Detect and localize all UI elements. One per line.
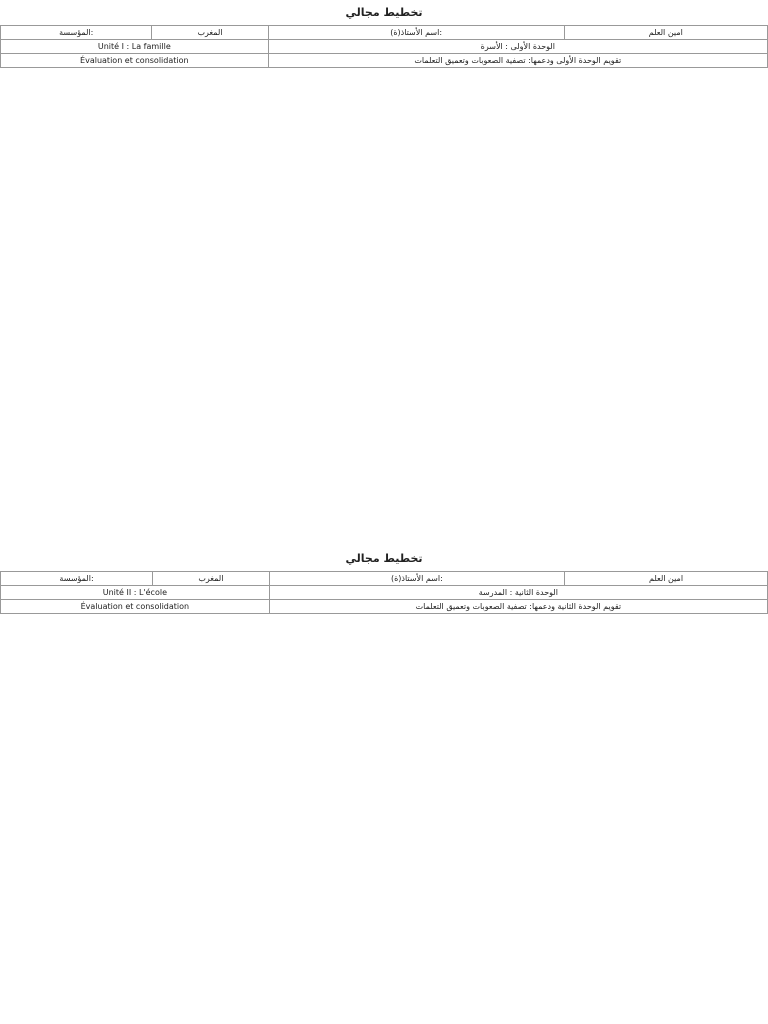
unit-title-ar-2: الوحدة الثانية : المدرسة xyxy=(269,586,767,600)
unit-1 xyxy=(0,0,768,68)
school-label-2: المؤسسة: xyxy=(1,572,153,586)
unit-title-fr-1: Unité I : La famille xyxy=(1,40,269,54)
header-table-1 xyxy=(0,25,768,68)
evaluation-ar-2: تقويم الوحدة الثانية ودعمها: تصفية الصعوبات وتعميق التعلمات xyxy=(269,600,767,614)
school-value-2: المغرب xyxy=(153,572,270,586)
plan-title-2: تخطيط مجالي xyxy=(345,552,423,565)
evaluation-fr-2: Évaluation et consolidation xyxy=(1,600,270,614)
evaluation-ar-1: تقويم الوحدة الأولى ودعمها: تصفية الصعوبات وتعميق التعلمات xyxy=(268,54,767,68)
unit-title-fr-2: Unité II : L'école xyxy=(1,586,270,600)
school-value-1: المغرب xyxy=(152,26,268,40)
plan-title-1: تخطيط مجالي xyxy=(345,6,423,19)
header-table-2 xyxy=(0,571,768,614)
teacher-label-1: اسم الأستاذ(ة): xyxy=(268,26,564,40)
unit-2 xyxy=(0,546,768,614)
unit-title-ar-1: الوحدة الأولى : الأسرة xyxy=(268,40,767,54)
evaluation-fr-1: Évaluation et consolidation xyxy=(1,54,269,68)
teacher-value-1: امين العلم xyxy=(564,26,767,40)
teacher-value-2: امين العلم xyxy=(565,572,768,586)
school-label-1: المؤسسة: xyxy=(1,26,152,40)
teacher-label-2: اسم الأستاذ(ة): xyxy=(269,572,564,586)
